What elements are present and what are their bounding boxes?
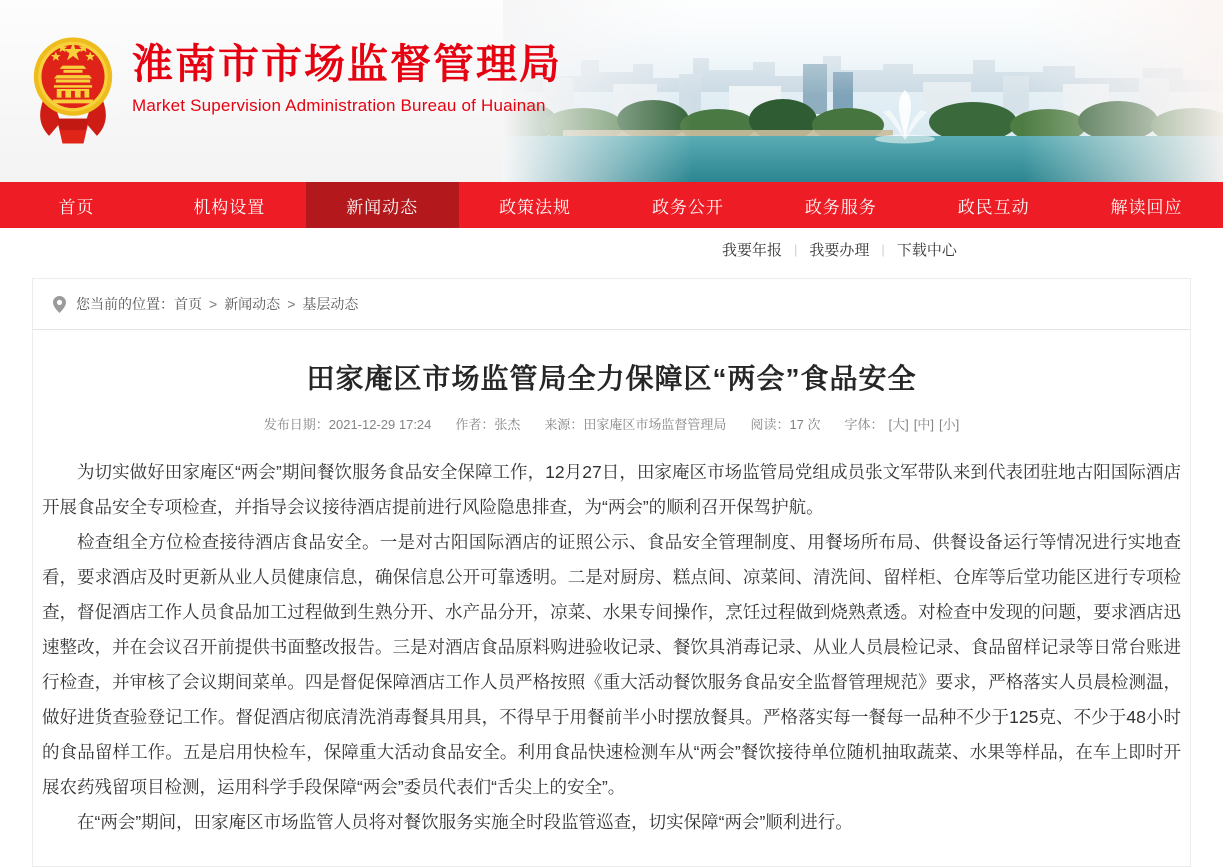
quicklinks-bar [0, 228, 1223, 270]
breadcrumb-label: 您当前的位置： [76, 296, 174, 312]
nav-item-gov-services[interactable]: 政务服务 [804, 197, 877, 217]
breadcrumb-separator: > [209, 296, 218, 312]
font-size-medium-button[interactable]: [中] [913, 417, 934, 432]
publish-date: 发布日期：2021-12-29 17:24 [263, 417, 432, 432]
breadcrumb-grassroots[interactable]: 基层动态 [302, 296, 359, 312]
national-emblem-logo [30, 30, 116, 148]
nav-item-public-interaction[interactable]: 政民互动 [957, 197, 1030, 217]
article-paragraph: 在“两会”期间，田家庵区市场监管人员将对餐饮服务实施全时段监管巡查，切实保障“两会”顺利进行。 [77, 812, 853, 832]
article-meta [33, 414, 1190, 433]
font-size-label: 字体： [844, 417, 884, 432]
breadcrumb-separator: > [287, 296, 296, 312]
view-count: 阅读：17 次 [750, 417, 821, 432]
quicklink-apply[interactable]: 我要办理 [809, 241, 870, 259]
nav-item-news[interactable]: 新闻动态 [306, 182, 459, 228]
breadcrumb-home[interactable]: 首页 [174, 296, 202, 312]
font-size-large-button[interactable]: [大] [888, 417, 909, 432]
nav-item-gov-info[interactable]: 政务公开 [651, 197, 724, 217]
article-paragraph: 检查组全方位检查接待酒店食品安全。一是对古阳国际酒店的证照公示、食品安全管理制度、用餐场所布局、供餐设备运行等情况进行实地查看，要求酒店及时更新从业人员健康信息，确保信息公开可靠透明。二是对厨房、糕点间、凉菜间、清洗间、留样柜、仓库等后堂功能区进行专项检查，督促酒店工作人员食品加工过程做到生熟分开、水产品分开，凉菜、水果专间操作，烹饪过程做到烧熟煮透。对检查中发现的问题，要求酒店迅速整改，并在会议召开前提供书面整改报告。三是对酒店食品原料购进验收记录、餐饮具消毒记录、从业人员晨检记录、食品留样记录等日常台账进行检查，并审核了会议期间菜单。四是督促保障酒店工作人员严格按照《重大活动餐饮服务食品安全监督管理规范》要求，严格落实人员晨检测温，做好进货查验登记工作。督促酒店彻底清洗消毒餐具用具，不得早于用餐前半小时摆放餐具。严格落实每一餐每一品种不少于125克、不少于48小时的食品留样工作。五是启用快检车，保障重大活动食品安全。利用食品快速检测车从“两会”餐饮接待单位随机抽取蔬菜、水果等样品，在车上即时开展农药残留项目检测，运用科学手段保障“两会”委员代表们“舌尖上的安全”。 [42, 532, 1181, 797]
nav-item-organization[interactable]: 机构设置 [193, 197, 266, 217]
article-source: 来源：田家庵区市场监督管理局 [544, 417, 727, 432]
nav-item-home[interactable]: 首页 [58, 197, 95, 217]
font-size-small-button[interactable]: [小] [939, 417, 960, 432]
site-header [0, 0, 1223, 182]
main-nav [0, 182, 1223, 228]
article-title: 田家庵区市场监管局全力保障区“两会”食品安全 [306, 363, 917, 394]
quicklink-annual-report[interactable]: 我要年报 [722, 241, 783, 259]
article-body [33, 455, 1190, 866]
content-box [32, 278, 1191, 867]
article-author: 作者：张杰 [455, 417, 521, 432]
header-cityscape-image [503, 0, 1223, 182]
article-paragraph: 为切实做好田家庵区“两会”期间餐饮服务食品安全保障工作，12月27日，田家庵区市场监管局党组成员张文军带队来到代表团驻地古阳国际酒店开展食品安全专项检查，并指导会议接待酒店提前进行风险隐患排查，为“两会”的顺利召开保驾护航。 [42, 462, 1181, 517]
font-size-controls [845, 414, 960, 433]
site-title: 淮南市市场监督管理局 [132, 41, 562, 87]
nav-item-policies[interactable]: 政策法规 [499, 197, 572, 217]
site-brand [30, 30, 562, 148]
breadcrumb [33, 279, 1190, 330]
quicklink-download-center[interactable]: 下载中心 [896, 241, 957, 259]
nav-item-interpretation[interactable]: 解读回应 [1110, 197, 1183, 217]
quicklinks-separator: | [881, 241, 885, 257]
quicklinks-separator: | [794, 241, 798, 257]
location-pin-icon [53, 296, 66, 313]
site-subtitle: Market Supervision Administration Bureau of Huainan [132, 96, 546, 116]
brand-text [132, 30, 562, 116]
breadcrumb-news[interactable]: 新闻动态 [224, 296, 281, 312]
